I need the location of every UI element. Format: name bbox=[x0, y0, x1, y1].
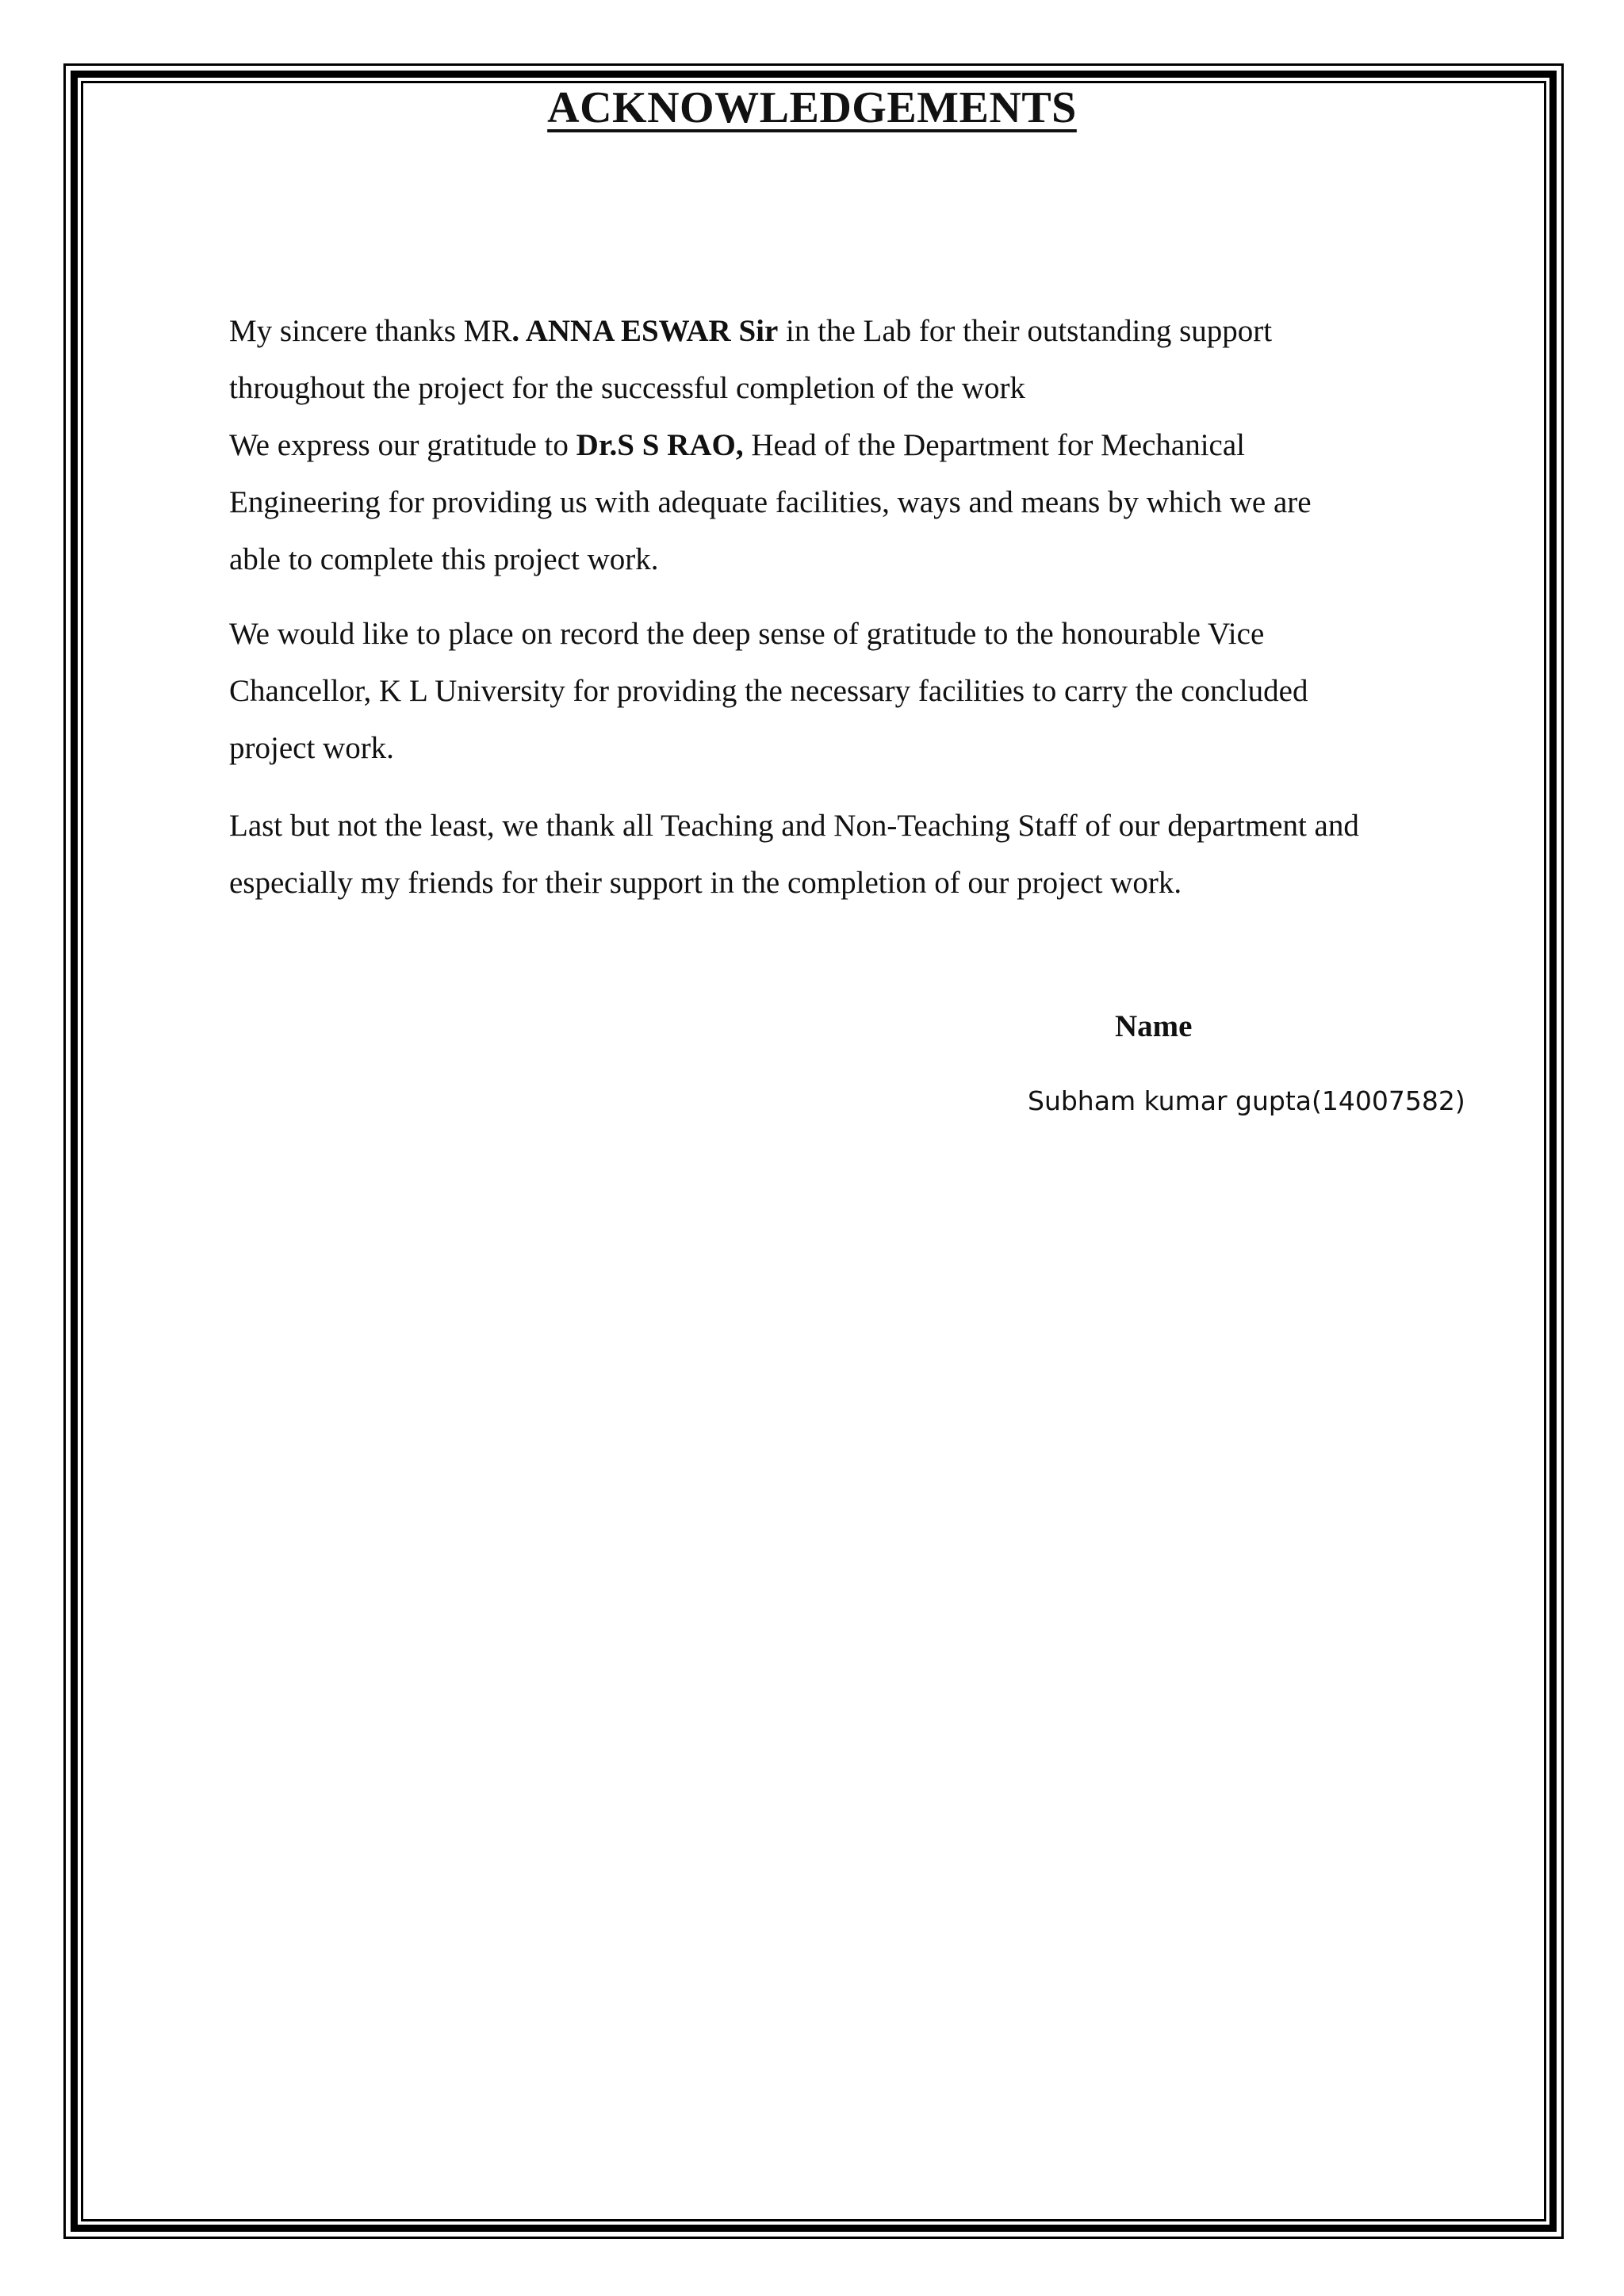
paragraph-thanks bbox=[229, 303, 1466, 588]
paragraph-line: Engineering for providing us with adequate facilities, ways and means by which we are bbox=[229, 485, 1312, 519]
paragraph-line: Chancellor, K L University for providing the necessary facilities to carry the concluded bbox=[229, 674, 1308, 708]
paragraph-staff bbox=[229, 798, 1466, 912]
text-run: My sincere thanks MR bbox=[229, 314, 512, 348]
page-title: ACKNOWLEDGEMENTS bbox=[547, 83, 1077, 132]
person-name-bold: Dr.S S RAO, bbox=[576, 428, 744, 462]
paragraph-line bbox=[229, 417, 1466, 474]
person-name-bold: . ANNA ESWAR Sir bbox=[511, 314, 779, 348]
text-run: We express our gratitude to bbox=[229, 428, 576, 462]
paragraph-line: throughout the project for the successful completion of the work bbox=[229, 371, 1025, 405]
paragraph-line: able to complete this project work. bbox=[229, 542, 659, 576]
text-run: Head of the Department for Mechanical bbox=[743, 428, 1245, 462]
paragraph-line bbox=[229, 303, 1466, 360]
paragraph-line: especially my friends for their support in the completion of our project work. bbox=[229, 866, 1182, 900]
text-run: in the Lab for their outstanding support bbox=[778, 314, 1273, 348]
paragraph-line: project work. bbox=[229, 731, 394, 765]
signature-label: Name bbox=[1115, 1009, 1193, 1043]
paragraph-line: Last but not the least, we thank all Teaching and Non-Teaching Staff of our department and bbox=[229, 809, 1359, 843]
signature-name: Subham kumar gupta(14007582) bbox=[1028, 1085, 1465, 1116]
paragraph-vice-chancellor bbox=[229, 606, 1466, 777]
paragraph-line: We would like to place on record the deep sense of gratitude to the honourable Vice bbox=[229, 617, 1265, 651]
